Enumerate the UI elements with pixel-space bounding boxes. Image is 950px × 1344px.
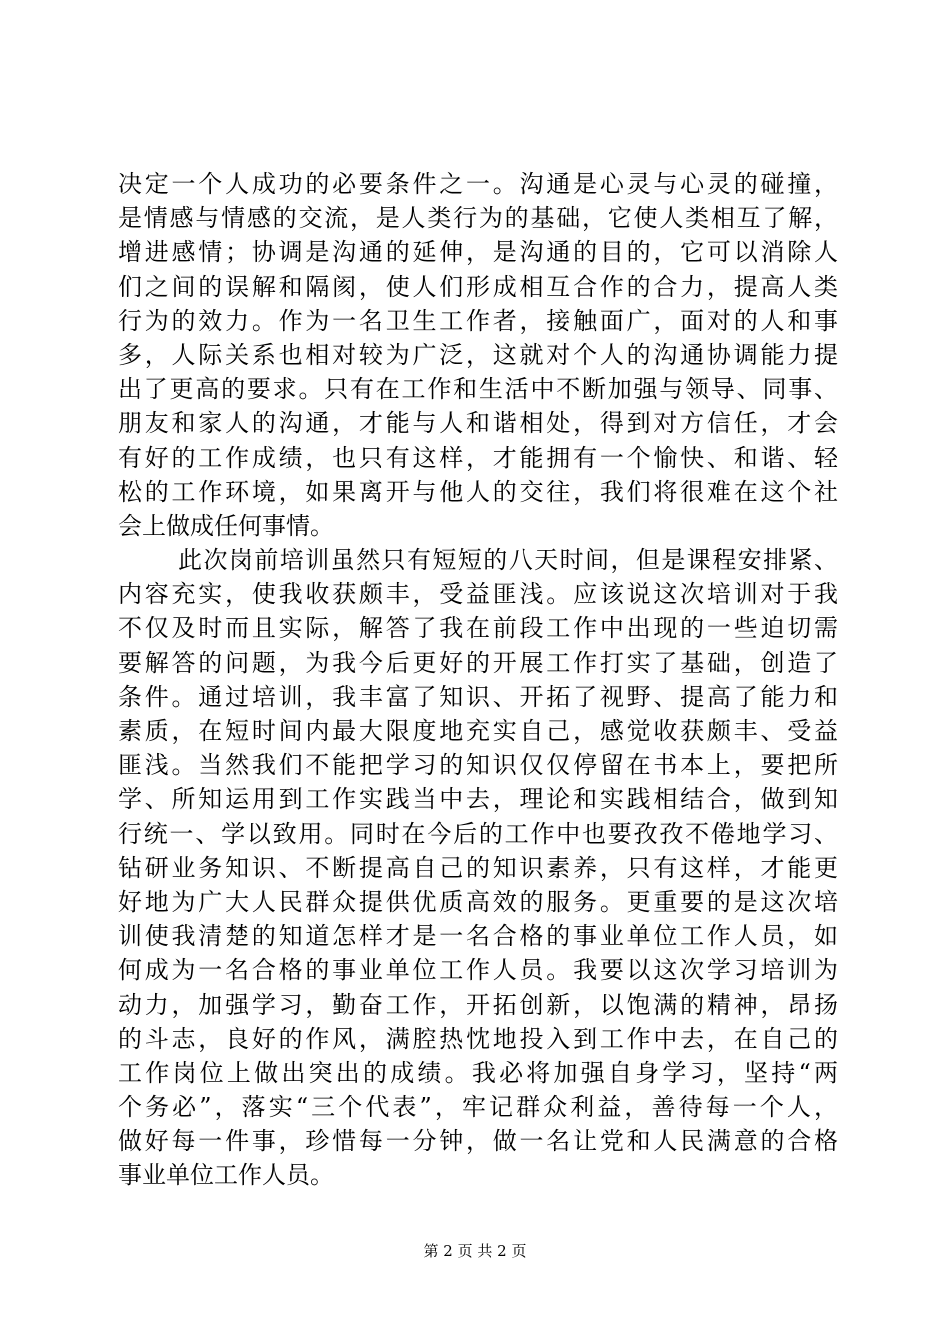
paragraph-1-line: 出了更高的要求。只有在工作和生活中不断加强与领导、同事、 [118, 375, 838, 404]
paragraph-1-line: 是情感与情感的交流，是人类行为的基础，它使人类相互了解， [118, 204, 838, 233]
paragraph-1-line: 会上做成任何事情。 [118, 511, 334, 540]
paragraph-2-line: 动力，加强学习，勤奋工作，开拓创新，以饱满的精神，昂扬 [118, 990, 838, 1019]
paragraph-1-line: 们之间的误解和隔阂，使人们形成相互合作的合力，提高人类 [118, 272, 838, 301]
paragraph-2-line: 钻研业务知识、不断提高自己的知识素养，只有这样，才能更 [118, 853, 838, 882]
paragraph-2-line: 素质，在短时间内最大限度地充实自己，感觉收获颇丰、受益 [118, 717, 838, 745]
paragraph-1-line: 增进感情；协调是沟通的延伸，是沟通的目的，它可以消除人 [118, 238, 838, 267]
paragraph-2-line: 学、所知运用到工作实践当中去，理论和实践相结合，做到知 [118, 785, 838, 814]
paragraph-2-line: 的斗志，良好的作风，满腔热忱地投入到工作中去，在自己的 [118, 1024, 838, 1053]
paragraph-2-line: 内容充实，使我收获颇丰，受益匪浅。应该说这次培训对于我 [118, 580, 838, 609]
paragraph-1-line: 松的工作环境，如果离开与他人的交往，我们将很难在这个社 [118, 477, 838, 506]
paragraph-2-line: 行统一、学以致用。同时在今后的工作中也要孜孜不倦地学习、 [118, 819, 838, 848]
paragraph-2-line: 此次岗前培训虽然只有短短的八天时间，但是课程安排紧、 [178, 546, 838, 575]
body-text [118, 167, 838, 1193]
paragraph-1-line: 多，人际关系也相对较为广泛，这就对个人的沟通协调能力提 [118, 340, 838, 369]
paragraph-2-line: 个务必”，落实“三个代表”，牢记群众利益，善待每一个人， [118, 1093, 838, 1122]
paragraph-1-line: 决定一个人成功的必要条件之一。沟通是心灵与心灵的碰撞， [118, 170, 838, 198]
paragraph-2-line: 要解答的问题，为我今后更好的开展工作打实了基础，创造了 [118, 648, 838, 677]
paragraph-2-line: 训使我清楚的知道怎样才是一名合格的事业单位工作人员，如 [118, 922, 838, 951]
paragraph-2-line: 事业单位工作人员。 [118, 1161, 334, 1190]
paragraph-2-line: 好地为广大人民群众提供优质高效的服务。更重要的是这次培 [118, 887, 838, 916]
paragraph-2-line: 条件。通过培训，我丰富了知识、开拓了视野、提高了能力和 [118, 682, 838, 711]
page-number-footer: 第 2 页 共 2 页 [423, 1242, 527, 1260]
paragraph-2-line: 匪浅。当然我们不能把学习的知识仅仅停留在书本上，要把所 [118, 751, 838, 780]
paragraph-1-line: 朋友和家人的沟通，才能与人和谐相处，得到对方信任，才会 [118, 409, 838, 438]
paragraph-1-line: 行为的效力。作为一名卫生工作者，接触面广，面对的人和事 [118, 306, 838, 335]
paragraph-2-line: 工作岗位上做出突出的成绩。我必将加强自身学习，坚持“两 [118, 1058, 838, 1087]
paragraph-2-line: 做好每一件事，珍惜每一分钟，做一名让党和人民满意的合格 [118, 1127, 838, 1156]
paragraph-2-line: 何成为一名合格的事业单位工作人员。我要以这次学习培训为 [118, 956, 838, 985]
paragraph-1-line: 有好的工作成绩，也只有这样，才能拥有一个愉快、和谐、轻 [118, 443, 838, 472]
paragraph-2-line: 不仅及时而且实际，解答了我在前段工作中出现的一些迫切需 [118, 614, 838, 643]
